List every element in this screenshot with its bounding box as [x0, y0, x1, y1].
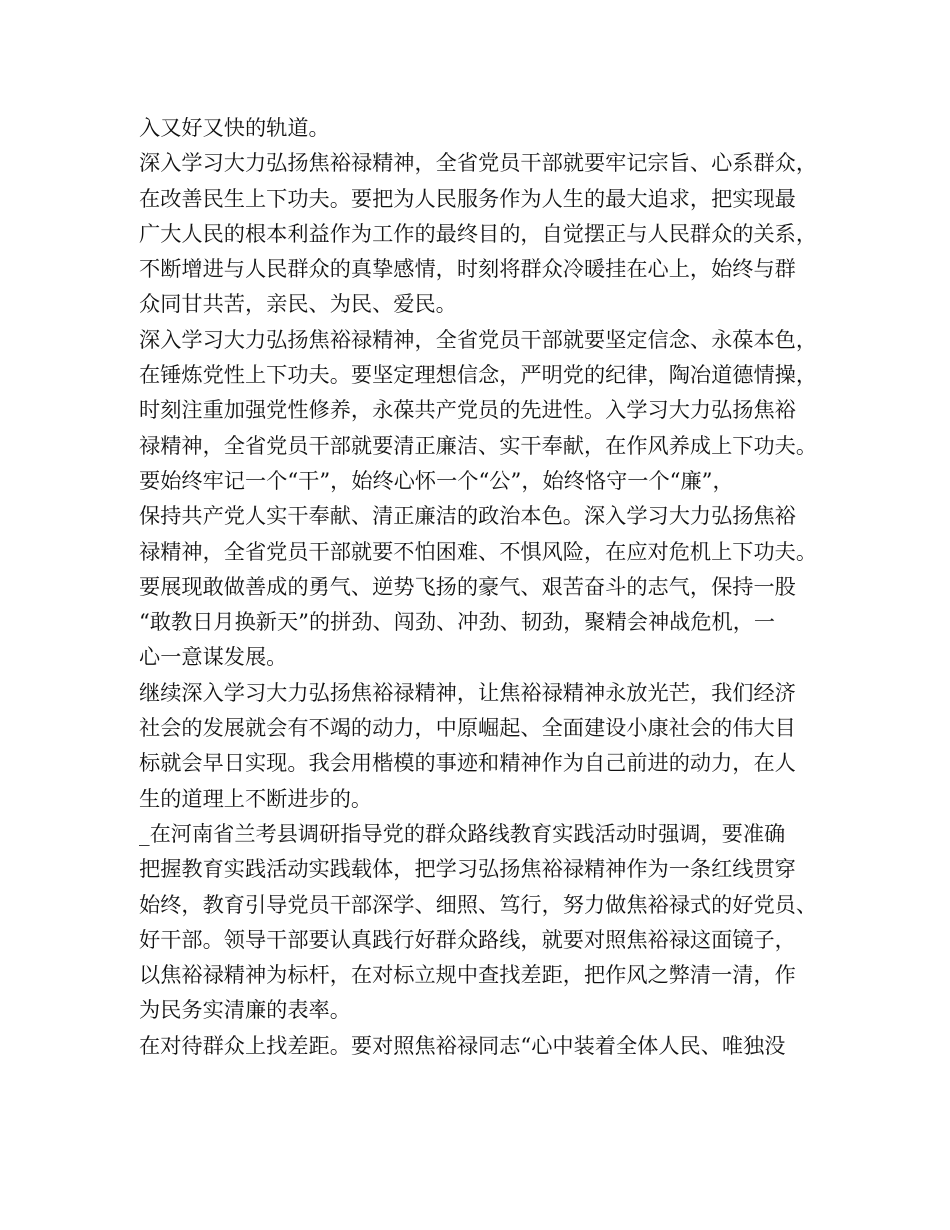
text-line: 要始终牢记一个“干”，始终心怀一个“公”，始终恪守一个“廉”，: [139, 467, 734, 493]
text-line: 在改善民生上下功夫。要把为人民服务作为人生的最大追求，把实现最: [139, 185, 796, 211]
text-line: 标就会早日实现。我会用楷模的事迹和精神作为自己前进的动力，在人: [139, 750, 796, 776]
text-line: 要展现敢做善成的勇气、逆势飞扬的豪气、艰苦奋斗的志气，保持一股: [139, 573, 796, 599]
text-line: 以焦裕禄精神为标杆，在对标立规中查找差距，把作风之弊清一清，作: [139, 962, 796, 988]
text-line: 不断增进与人民群众的真挚感情，时刻将群众冷暖挂在心上，始终与群: [139, 256, 796, 282]
text-line: 保持共产党人实干奉献、清正廉洁的政治本色。深入学习大力弘扬焦裕: [139, 503, 796, 529]
text-line: 心一意谋发展。: [139, 644, 288, 670]
text-line: _在河南省兰考县调研指导党的群众路线教育实践活动时强调，要准确: [139, 820, 786, 846]
text-line: 把握教育实践活动实践载体，把学习弘扬焦裕禄精神作为一条红线贯穿: [139, 856, 796, 882]
text-line: 始终，教育引导党员干部深学、细照、笃行，努力做焦裕禄式的好党员、: [139, 891, 818, 917]
text-line: 在对待群众上找差距。要对照焦裕禄同志“心中装着全体人民、唯独没: [139, 1032, 786, 1058]
text-line: 社会的发展就会有不竭的动力，中原崛起、全面建设小康社会的伟大目: [139, 715, 796, 741]
text-line: 深入学习大力弘扬焦裕禄精神，全省党员干部就要牢记宗旨、心系群众，: [139, 150, 818, 176]
text-line: 禄精神，全省党员干部就要不怕困难、不惧风险，在应对危机上下功夫。: [139, 538, 818, 564]
text-line: 深入学习大力弘扬焦裕禄精神，全省党员干部就要坚定信念、永葆本色，: [139, 326, 818, 352]
text-line: 在锤炼党性上下功夫。要坚定理想信念，严明党的纪律，陶冶道德情操，: [139, 362, 818, 388]
document-body: [139, 110, 829, 1063]
text-line: 时刻注重加强党性修养，永葆共产党员的先进性。入学习大力弘扬焦裕: [139, 397, 796, 423]
text-line: 众同甘共苦，亲民、为民、爱民。: [139, 291, 457, 317]
text-line: 生的道理上不断进步的。: [139, 785, 373, 811]
text-line: 禄精神，全省党员干部就要清正廉洁、实干奉献，在作风养成上下功夫。: [139, 432, 818, 458]
text-line: 为民务实清廉的表率。: [139, 997, 351, 1023]
text-line: 好干部。领导干部要认真践行好群众路线，就要对照焦裕禄这面镜子，: [139, 926, 796, 952]
text-line: 入又好又快的轨道。: [139, 115, 330, 140]
text-line: 广大人民的根本利益作为工作的最终目的，自觉摆正与人民群众的关系，: [139, 220, 818, 246]
text-line: 继续深入学习大力弘扬焦裕禄精神，让焦裕禄精神永放光芒，我们经济: [139, 679, 796, 705]
text-line: “敢教日月换新天”的拼劲、闯劲、冲劲、韧劲，聚精会神战危机，一: [139, 609, 776, 635]
